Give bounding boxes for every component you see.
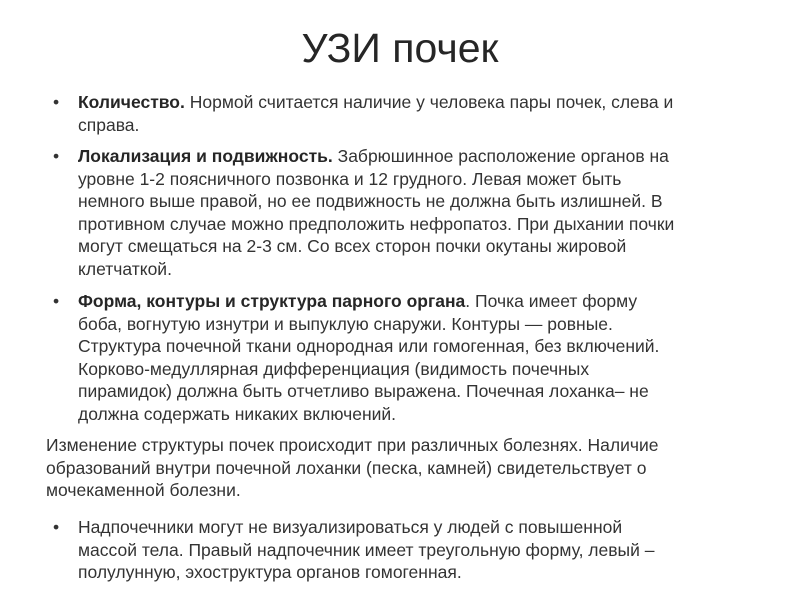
bullet-marker: •	[53, 517, 60, 537]
paragraph-text	[46, 434, 659, 502]
text-line: немного выше правой, но ее подвижность не должна быть излишней. В	[78, 191, 663, 211]
text-span: Забрюшинное расположение органов на	[332, 146, 669, 166]
bullet-marker: •	[53, 291, 60, 311]
bullet-text	[78, 145, 674, 280]
bold-heading: Локализация и подвижность.	[78, 146, 333, 166]
page-title: УЗИ почек	[301, 25, 499, 71]
text-line: противном случае можно предположить нефропатоз. При дыхании почки	[78, 213, 675, 234]
text-line: мочекаменной болезни.	[46, 480, 241, 500]
bullet-marker: •	[53, 146, 60, 166]
bullet-text	[78, 516, 654, 584]
bullet-marker: •	[53, 92, 60, 112]
text-line	[78, 145, 674, 168]
text-line: Структура почечной ткани однородная или гомогенная, без включений.	[78, 336, 660, 356]
bullet-text	[78, 91, 673, 136]
text-line: клетчаткой.	[78, 258, 172, 279]
bold-heading: Количество.	[78, 92, 185, 112]
text-line: могут смещаться на 2-3 см. Со всех сторон почки окутаны жировой	[78, 236, 627, 256]
bold-heading: Форма, контуры и структура парного органа	[78, 291, 466, 311]
text-line	[78, 91, 673, 114]
text-line: Корково-медуллярная дифференциация (видимость почечных	[78, 358, 590, 379]
text-span: . Почка имеет форму	[465, 291, 638, 311]
text-line: должна содержать никаких включений.	[78, 403, 397, 424]
text-line: Надпочечники могут не визуализироваться у людей с повышенной	[78, 517, 623, 537]
text-line: боба, вогнутую изнутри и выпуклую снаружи. Контуры — ровные.	[78, 313, 613, 334]
bullet-text	[78, 290, 659, 425]
text-span: Нормой считается наличие у человека пары почек, слева и	[184, 92, 674, 112]
text-line	[78, 290, 659, 313]
text-line: пирамидок) должна быть отчетливо выражена. Почечная лоханка– не	[78, 381, 649, 401]
text-line: Изменение структуры почек происходит при различных болезнях. Наличие	[46, 435, 659, 455]
text-line: полулунную, эхоструктура органов гомогенная.	[78, 562, 462, 582]
text-line: образований внутри почечной лоханки (песка, камней) свидетельствует о	[46, 457, 647, 478]
text-line: уровне 1-2 поясничного позвонка и 12 грудного. Левая может быть	[78, 168, 622, 189]
text-line: массой тела. Правый надпочечник имеет треугольную форму, левый –	[78, 539, 655, 560]
text-line: справа.	[78, 114, 140, 135]
